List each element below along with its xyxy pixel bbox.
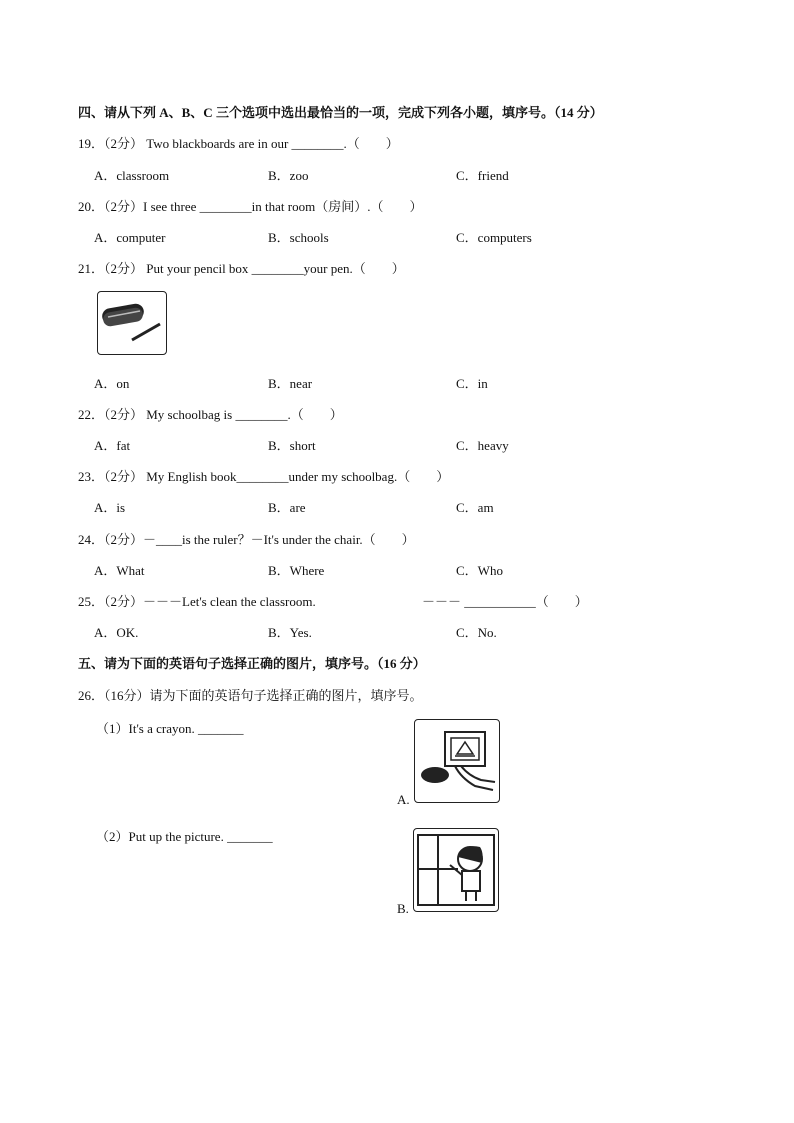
q21-option-a: A．on: [94, 376, 130, 391]
question-24: 24．（2分）－____is the ruler？－It's under the chair.（ ）: [78, 532, 415, 547]
q26-sentence-1: （1）It's a crayon. _______: [96, 721, 244, 736]
q23-option-b: B．are: [268, 500, 306, 515]
q23-option-a: A．is: [94, 500, 126, 515]
q25-option-a: A．OK.: [94, 625, 139, 640]
q19-option-b: B．zoo: [268, 168, 309, 183]
pencil-box-and-pen-image: [97, 291, 167, 355]
q21-option-c: C．in: [456, 376, 488, 391]
picture-a-label: A.: [397, 792, 410, 807]
q21-option-b: B．near: [268, 376, 313, 391]
q24-option-c: C．Who: [456, 563, 503, 578]
q20-option-b: B．schools: [268, 230, 329, 245]
picture-b-girl-at-window-image: [413, 828, 499, 912]
question-20: 20．（2分）I see three ________in that room（房间）.（ ）: [78, 199, 423, 214]
q25-option-b: B．Yes.: [268, 625, 312, 640]
q19-option-c: C．friend: [456, 168, 509, 183]
q23-option-c: C．am: [456, 500, 494, 515]
question-19: 19．（2分） Two blackboards are in our ________.（ ）: [78, 136, 399, 151]
q25-option-c: C．No.: [456, 625, 497, 640]
question-26: 26．（16分）请为下面的英语句子选择正确的图片，填序号。: [78, 688, 423, 703]
question-23: 23．（2分） My English book________under my schoolbag.（ ）: [78, 469, 450, 484]
q20-option-c: C．computers: [456, 230, 532, 245]
q22-option-a: A．fat: [94, 438, 131, 453]
q24-option-a: A．What: [94, 563, 145, 578]
q20-option-a: A．computer: [94, 230, 166, 245]
question-22: 22．（2分） My schoolbag is ________.（ ）: [78, 407, 343, 422]
question-25-response: －－－ ___________（ ）: [422, 594, 588, 609]
q22-option-c: C．heavy: [456, 438, 509, 453]
section-5-title: 五、请为下面的英语句子选择正确的图片，填序号。（16 分）: [78, 656, 426, 671]
question-21: 21．（2分） Put your pencil box ________your pen.（ ）: [78, 261, 405, 276]
section-4-title: 四、请从下列 A、B、C 三个选项中选出最恰当的一项，完成下列各小题，填序号。（14 分）: [78, 105, 603, 120]
q19-option-a: A．classroom: [94, 168, 170, 183]
question-25: 25．（2分）－－－Let's clean the classroom.: [78, 594, 316, 609]
q26-sentence-2: （2）Put up the picture. _______: [96, 829, 273, 844]
q22-option-b: B．short: [268, 438, 316, 453]
picture-a-hand-holding-picture-image: [414, 719, 500, 803]
picture-b-label: B.: [397, 901, 409, 916]
q24-option-b: B．Where: [268, 563, 325, 578]
